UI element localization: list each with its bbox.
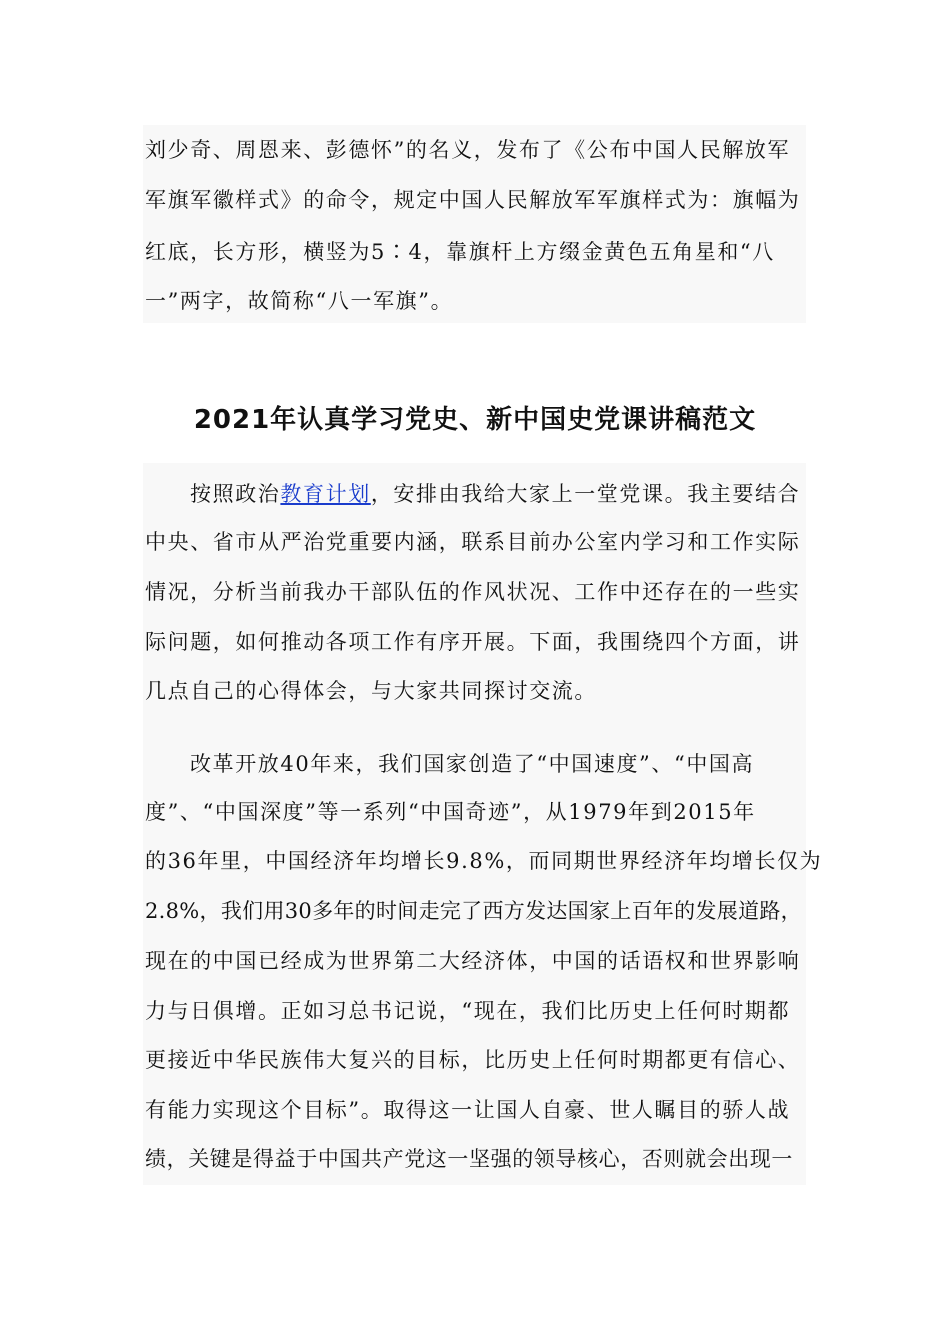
paragraph-line: 更接近中华民族伟大复兴的目标，比历史上任何时期都更有信心、 — [145, 1048, 801, 1072]
paragraph-line: 红底，长方形，横竖为5∶4，靠旗杆上方缀金黄色五角星和“八 — [145, 240, 775, 264]
paragraph-line: 绩，关键是得益于中国共产党这一坚强的领导核心，否则就会出现一 — [145, 1147, 793, 1171]
paragraph-line: 军旗军徽样式》的命令，规定中国人民解放军军旗样式为：旗幅为 — [145, 188, 801, 212]
education-plan-link[interactable]: 教育计划 — [280, 482, 371, 506]
paragraph-line: 现在的中国已经成为世界第二大经济体，中国的话语权和世界影响 — [145, 949, 801, 973]
paragraph-line: 情况，分析当前我办干部队伍的作风状况、工作中还存在的一些实 — [145, 580, 801, 604]
paragraph-line: 刘少奇、周恩来、彭德怀”的名义，发布了《公布中国人民解放军 — [145, 138, 791, 162]
text-span: 按照政治 — [190, 482, 281, 506]
paragraph-line: 际问题，如何推动各项工作有序开展。下面，我围绕四个方面，讲 — [145, 630, 801, 654]
paragraph-line: 2.8%，我们用30多年的时间走完了西方发达国家上百年的发展道路， — [145, 899, 802, 923]
paragraph-line: 度”、“中国深度”等一系列“中国奇迹”，从1979年到2015年 — [145, 800, 756, 824]
document-title: 2021年认真学习党史、新中国史党课讲稿范文 — [193, 405, 757, 435]
paragraph-first-line: 改革开放40年来，我们国家创造了“中国速度”、“中国高 — [190, 752, 755, 776]
paragraph-first-line — [190, 480, 800, 508]
paragraph-line: 力与日俱增。正如习总书记说，“现在，我们比历史上任何时期都 — [145, 999, 791, 1023]
text-span: ，安排由我给大家上一堂党课。我主要结合 — [370, 482, 801, 506]
paragraph-line: 几点自己的心得体会，与大家共同探讨交流。 — [145, 679, 597, 703]
paragraph-line: 有能力实现这个目标”。取得这一让国人自豪、世人瞩目的骄人战 — [145, 1098, 791, 1122]
paragraph-line: 中央、省市从严治党重要内涵，联系目前办公室内学习和工作实际 — [145, 530, 801, 554]
paragraph-line: 的36年里，中国经济年均增长9.8%，而同期世界经济年均增长仅为 — [145, 849, 823, 873]
paragraph-line: 一”两字，故简称“八一军旗”。 — [145, 289, 454, 313]
